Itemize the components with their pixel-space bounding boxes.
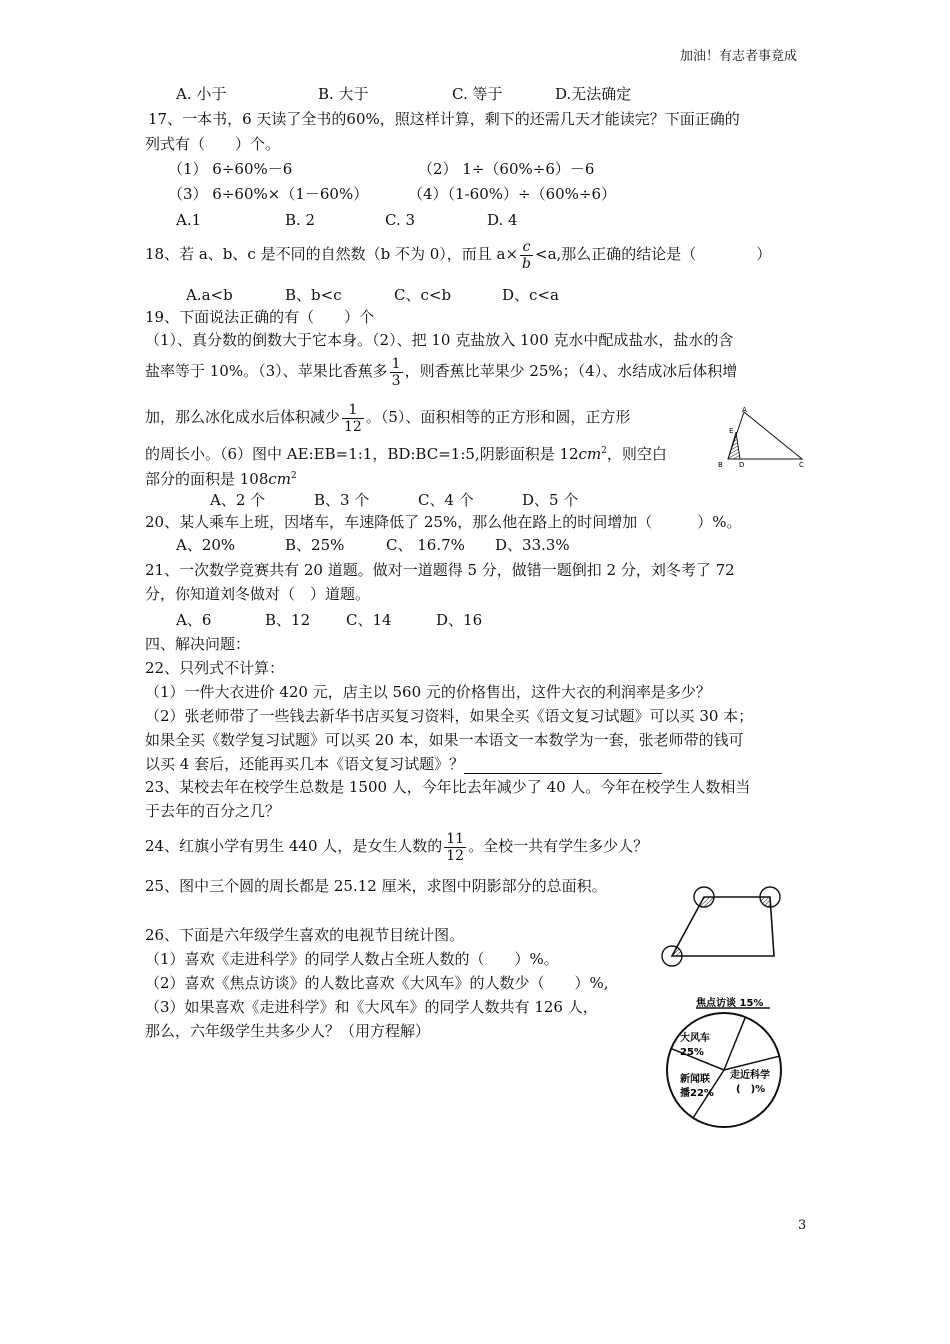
q17-formula-2: （2） 1÷（60%÷6）－6: [418, 160, 595, 178]
q19-line-5-pre: 部分的面积是 108: [145, 470, 269, 488]
q18-option-a: A.a<b: [186, 286, 233, 304]
q23-line-2: 于去年的百分之几？: [145, 802, 281, 820]
q17-option-c: C. 3: [385, 211, 416, 229]
pie-boundary-focus-start: [724, 1017, 745, 1070]
q19-title: 19、下面说法正确的有（ ）个: [145, 308, 375, 326]
pie-label-news: 新闻联: [680, 1074, 710, 1085]
q19-line-4: [145, 441, 667, 464]
q17-text-2: 列式有（ ）个。: [145, 135, 281, 153]
triangle-label-b: B: [718, 461, 723, 469]
q19-unit-2-sq: 2: [291, 471, 297, 481]
q24-fraction-den: 12: [446, 847, 465, 864]
q18-fraction-num: c: [520, 239, 533, 256]
q16-option-a: A. 小于: [176, 85, 227, 103]
q20-option-d: D、33.3%: [495, 536, 570, 554]
q19-fraction-1-3-num: 1: [391, 355, 401, 372]
q21-option-d: D、16: [436, 611, 483, 629]
q17-text-1: 17、一本书，6 天读了全书的60%，照这样计算，剩下的还需几天才能读完？下面正确的: [148, 110, 740, 128]
shaded-sector-1: [700, 897, 714, 907]
q19-line-5: [145, 466, 297, 489]
pie-chart: [660, 990, 790, 1130]
q21-option-c: C、14: [346, 611, 392, 629]
q24-text-pre: 24、红旗小学有男生 440 人，是女生人数的: [145, 837, 443, 855]
q17-formula-1: （1） 6÷60%－6: [168, 160, 293, 178]
q21-option-b: B、12: [265, 611, 311, 629]
q18-option-b: B、b<c: [285, 286, 342, 304]
q19-option-d: D、5 个: [522, 491, 579, 509]
q17-formula-3: （3） 6÷60%×（1－60%）: [168, 185, 369, 203]
q19-fraction-1-12-num: 1: [342, 402, 364, 419]
q19-line-3-post: 。（5）、面积相等的正方形和圆，正方形: [365, 408, 631, 426]
pie-boundary-focus-science: [724, 1056, 779, 1070]
q18-fraction-den: b: [522, 255, 532, 272]
q21-line-1: 21、一次数学竞赛共有 20 道题。做对一道题得 5 分，做错一题倒扣 2 分，刘冬考了 72: [145, 561, 735, 579]
q22-part-2-line-2: 如果全买《数学复习试题》可以买 20 本，如果一本语文一本数学为一套，张老师带的钱可: [145, 731, 744, 749]
q19-fraction-1-3-den: 3: [391, 372, 401, 389]
q26-part-1: （1）喜欢《走进科学》的同学人数占全班人数的（ ）%。: [145, 950, 559, 968]
q16-option-d: D.无法确定: [555, 85, 632, 103]
shaded-sector-3: [672, 947, 682, 956]
q19-line-2-pre: 盐率等于 10%。（3）、苹果比香蕉多: [145, 362, 388, 380]
q22-part-1: （1）一件大衣进价 420 元，店主以 560 元的价格售出，这件大衣的利润率是多少？: [145, 683, 711, 701]
q24-fraction: [444, 831, 466, 864]
q18-text: [145, 236, 771, 272]
q20-option-b: B、25%: [285, 536, 345, 554]
q19-line-4-pre: 的周长小。（6）图中 AE:EB=1:1，BD:BC=1:5,阴影面积是 12: [145, 445, 579, 463]
q19-option-a: A、2 个: [210, 491, 266, 509]
triangle-figure: [714, 404, 810, 472]
q17-option-d: D. 4: [487, 211, 518, 229]
q17-formula-4: （4）（1-60%）÷（60%÷6）: [408, 185, 617, 203]
triangle-label-d: D: [739, 461, 745, 469]
section-heading: 四、解决问题：: [145, 635, 251, 653]
q20-option-c: C、 16.7%: [386, 536, 465, 554]
q19-unit-1: cm: [578, 445, 602, 463]
answer-blank[interactable]: [464, 759, 662, 774]
q26-part-3: （3）如果喜欢《走进科学》和《大风车》的同学人数共有 126 人，: [145, 998, 598, 1016]
q18-option-c: C、c<b: [394, 286, 452, 304]
shaded-sector-2: [760, 897, 771, 907]
q16-option-c: C. 等于: [452, 85, 503, 103]
q19-line-3-pre: 加，那么冰化成水后体积减少: [145, 408, 341, 426]
q19-line-3: [145, 398, 630, 436]
q19-fraction-1-12: [342, 402, 364, 435]
q19-unit-2: cm: [268, 470, 292, 488]
q21-line-2: 分，你知道刘冬做对（ ）道题。: [145, 585, 371, 603]
q17-option-a: A.1: [176, 211, 202, 229]
q19-line-2: [145, 352, 737, 390]
q19-line-4-post: ，则空白: [606, 445, 667, 463]
q20-text: 20、某人乘车上班，因堵车，车速降低了 25%，那么他在路上的时间增加（ ）%。: [145, 513, 742, 531]
q26-part-2: （2）喜欢《焦点访谈》的人数比喜欢《大风车》的人数少（ ）%,: [145, 974, 609, 992]
page-number: 3: [798, 1218, 807, 1233]
q24-fraction-num: 11: [446, 830, 465, 847]
q24-text-post: 。全校一共有学生多少人？: [468, 837, 649, 855]
triangle-label-e: E: [729, 427, 734, 435]
q22-part-2-line-1: （2）张老师带了一些钱去新华书店买复习资料，如果全买《语文复习试题》可以买 30 本；: [145, 707, 754, 725]
q18-fraction: [520, 239, 533, 272]
q19-option-b: B、3 个: [314, 491, 370, 509]
q23-line-1: 23、某校去年在校学生总数是 1500 人，今年比去年减少了 40 人。今年在校学生人数相当: [145, 778, 751, 796]
triangle-label-c: C: [799, 461, 804, 469]
q18-text-post: <a,那么正确的结论是（ ）: [535, 245, 772, 263]
pie-label-science: 走近科学: [730, 1070, 770, 1081]
q20-option-a: A、20%: [176, 536, 236, 554]
q22-part-2-line-3-text: 以买 4 套后，还能再买几本《语文复习试题》？: [145, 755, 465, 773]
q19-line-2-post: ，则香蕉比苹果少 25%；（4）、水结成冰后体积增: [404, 362, 738, 380]
q22-title: 22、只列式不计算：: [145, 659, 285, 677]
pie-label-focus: 焦点访谈 15%: [696, 998, 764, 1009]
triangle-label-a: A: [742, 406, 747, 414]
q24-text: [145, 826, 648, 866]
q25-text: 25、图中三个圆的周长都是 25.12 厘米，求图中阴影部分的总面积。: [145, 877, 607, 895]
pie-value-news: 播22%: [680, 1088, 714, 1099]
q19-fraction-1-3: [390, 356, 403, 389]
q19-fraction-1-12-den: 12: [344, 418, 362, 435]
q22-part-2-line-3: [145, 754, 662, 774]
circles-quadrilateral-figure: [650, 880, 790, 980]
pie-label-windmill: 大风车: [680, 1033, 710, 1044]
pie-value-science: ( )%: [736, 1084, 766, 1095]
q19-line-1: （1）、真分数的倒数大于它本身。（2）、把 10 克盐放入 100 克水中配成盐水，盐水的含: [145, 331, 734, 349]
quadrilateral: [672, 897, 774, 956]
q21-option-a: A、6: [176, 611, 212, 629]
q26-part-4: 那么，六年级学生共多少人？（用方程解）: [145, 1022, 431, 1040]
q17-option-b: B. 2: [285, 211, 316, 229]
q16-option-b: B. 大于: [318, 85, 369, 103]
pie-value-windmill: 25%: [680, 1047, 704, 1058]
q26-title: 26、下面是六年级学生喜欢的电视节目统计图。: [145, 926, 465, 944]
q19-option-c: C、4 个: [418, 491, 474, 509]
q18-text-pre: 18、若 a、b、c 是不同的自然数（b 不为 0），而且 a×: [145, 245, 519, 263]
q19-unit-1-sq: 2: [601, 446, 607, 456]
header-slogan: 加油！有志者事竟成: [680, 49, 798, 64]
q18-option-d: D、c<a: [502, 286, 559, 304]
